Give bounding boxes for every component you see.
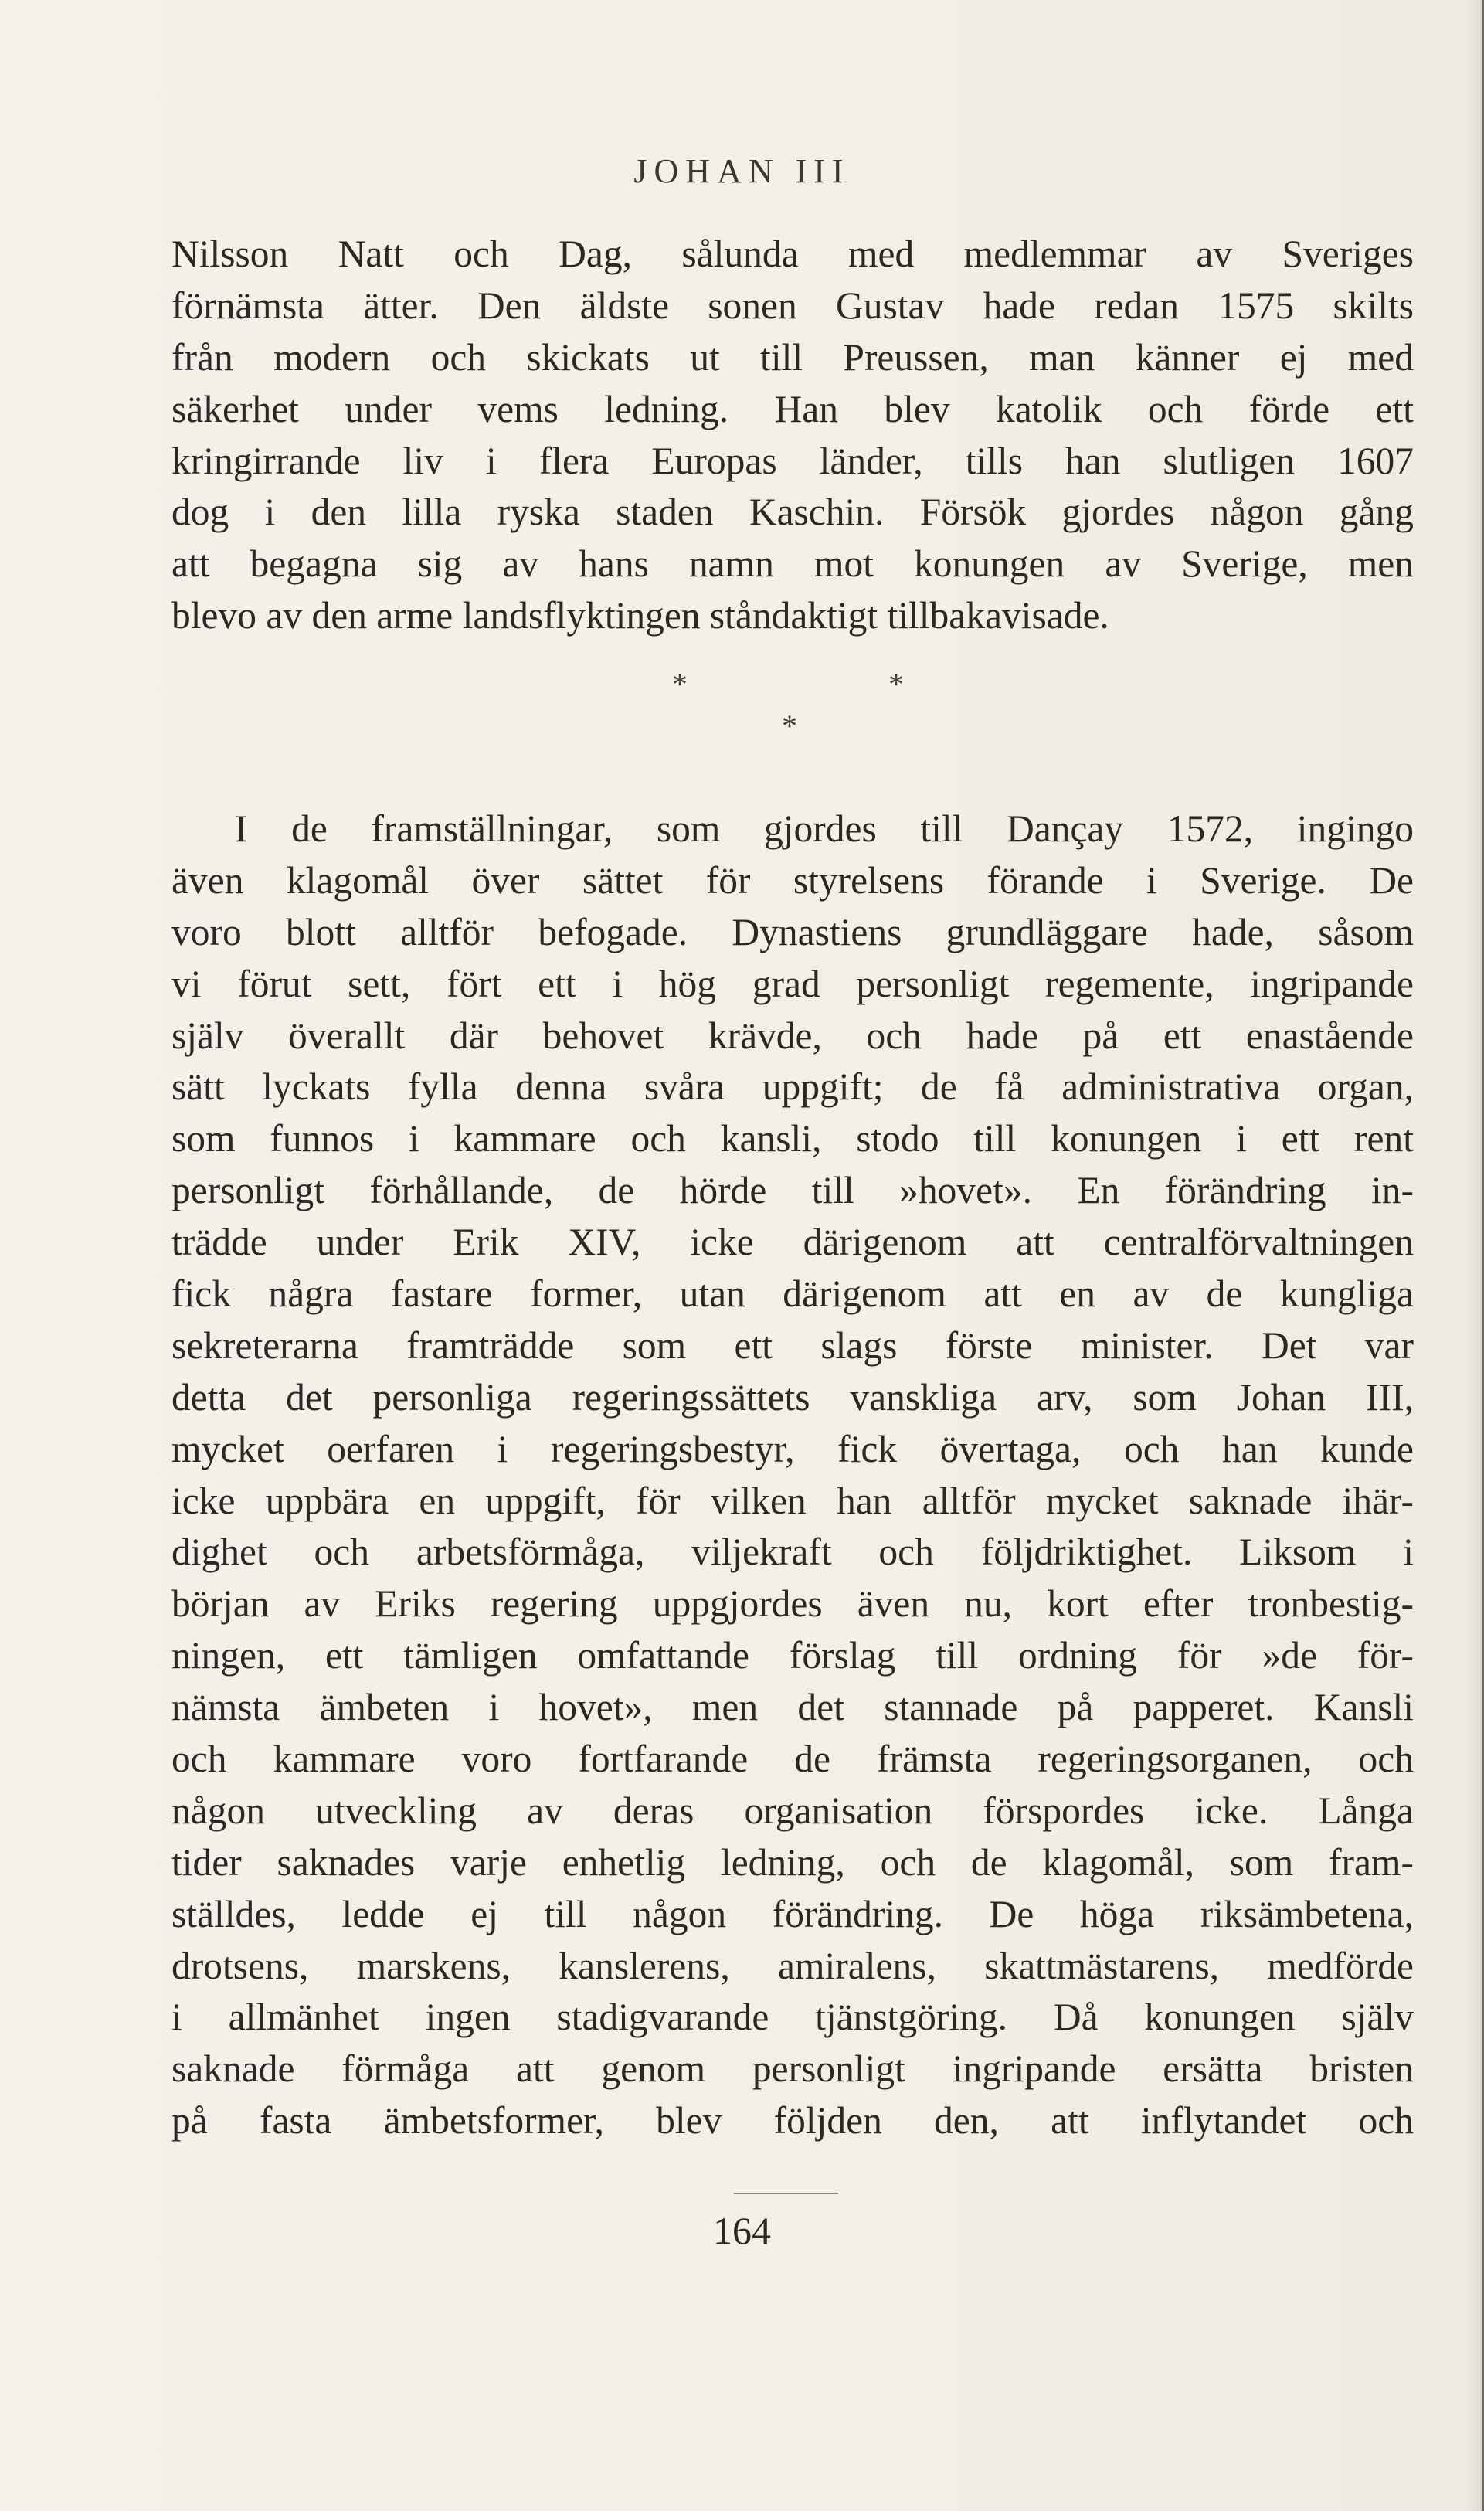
text-line: förnämsta ätter. Den äldste sonen Gustav hade redan 1575 skilts bbox=[171, 284, 1414, 327]
text-line: och kammare voro fortfarande de främsta regeringsorganen, och bbox=[171, 1738, 1414, 1781]
text-line: I de framställningar, som gjordes till Dançay 1572, ingingo bbox=[235, 807, 1414, 850]
text-line: i allmänhet ingen stadigvarande tjänstgöring. Då konungen själv bbox=[171, 1996, 1414, 2039]
text-line: dighet och arbetsförmåga, viljekraft och följdriktighet. Liksom i bbox=[171, 1531, 1414, 1574]
text-line: någon utveckling av deras organisation förspordes icke. Långa bbox=[171, 1789, 1414, 1832]
text-line: personligt förhållande, de hörde till »hovet». En förändring in- bbox=[171, 1169, 1414, 1212]
text-line: trädde under Erik XIV, icke därigenom att centralförvaltningen bbox=[171, 1221, 1414, 1264]
text-line: fick några fastare former, utan därigenom att en av de kungliga bbox=[171, 1272, 1414, 1316]
paragraph-2 bbox=[171, 804, 1414, 2147]
text-line: ställdes, ledde ej till någon förändring. De höga riksämbetena, bbox=[171, 1892, 1414, 1935]
text-line: dog i den lilla ryska staden Kaschin. Försök gjordes någon gång bbox=[171, 491, 1414, 534]
page-number: 164 bbox=[713, 2209, 771, 2252]
text-line: själv överallt där behovet krävde, och hade på ett enastående bbox=[171, 1014, 1414, 1057]
text-line: även klagomål över sättet för styrelsens förande i Sverige. De bbox=[171, 858, 1414, 902]
text-line: sätt lyckats fylla denna svåra uppgift; de få administrativa organ, bbox=[171, 1065, 1414, 1109]
text-line: början av Eriks regering uppgjordes även nu, kort efter tronbestig- bbox=[171, 1582, 1414, 1626]
text-line: voro blott alltför befogade. Dynastiens grundläggare hade, såsom bbox=[171, 910, 1414, 953]
asterism-star: * bbox=[888, 667, 904, 702]
text-line: kringirrande liv i flera Europas länder, tills han slutligen 1607 bbox=[171, 439, 1414, 482]
paragraph-1 bbox=[171, 229, 1414, 642]
text-line: som funnos i kammare och kansli, stodo till konungen i ett rent bbox=[171, 1117, 1414, 1160]
text-line: icke uppbära en uppgift, för vilken han alltför mycket saknade ihär- bbox=[171, 1479, 1414, 1522]
page-edge-shadow bbox=[1464, 0, 1482, 2511]
asterism-star: * bbox=[672, 667, 688, 702]
folio-rule bbox=[734, 2193, 838, 2194]
text-line: nämsta ämbeten i hovet», men det stannade på papperet. Kansli bbox=[171, 1686, 1414, 1729]
text-line: mycket oerfaren i regeringsbestyr, fick övertaga, och han kunde bbox=[171, 1427, 1414, 1470]
text-line: vi förut sett, fört ett i hög grad personligt regemente, ingripande bbox=[171, 962, 1414, 1005]
text-line: på fasta ämbetsformer, blev följden den, att inflytandet och bbox=[171, 2099, 1414, 2142]
text-line: säkerhet under vems ledning. Han blev katolik och förde ett bbox=[171, 387, 1414, 430]
text-line: från modern och skickats ut till Preussen, man känner ej med bbox=[171, 335, 1414, 379]
text-line: detta det personliga regeringssättets vanskliga arv, som Johan III, bbox=[171, 1375, 1414, 1419]
asterism-star: * bbox=[782, 708, 797, 743]
text-line: ningen, ett tämligen omfattande förslag till ordning för »de för- bbox=[171, 1634, 1414, 1677]
text-line: att begagna sig av hans namn mot konungen av Sverige, men bbox=[171, 542, 1414, 586]
text-line: tider saknades varje enhetlig ledning, och de klagomål, som fram- bbox=[171, 1840, 1414, 1884]
text-line: drotsens, marskens, kanslerens, amiralens, skattmästarens, medförde bbox=[171, 1944, 1414, 1987]
text-line: Nilsson Natt och Dag, sålunda med medlemmar av Sveriges bbox=[171, 233, 1414, 275]
running-title: JOHAN III bbox=[633, 152, 851, 190]
text-line: blevo av den arme landsflyktingen ståndaktigt tillbakavisade. bbox=[171, 594, 1109, 637]
text-line: saknade förmåga att genom personligt ingripande ersätta bristen bbox=[171, 2047, 1414, 2091]
text-line: sekreterarna framträdde som ett slags förste minister. Det var bbox=[171, 1323, 1414, 1367]
